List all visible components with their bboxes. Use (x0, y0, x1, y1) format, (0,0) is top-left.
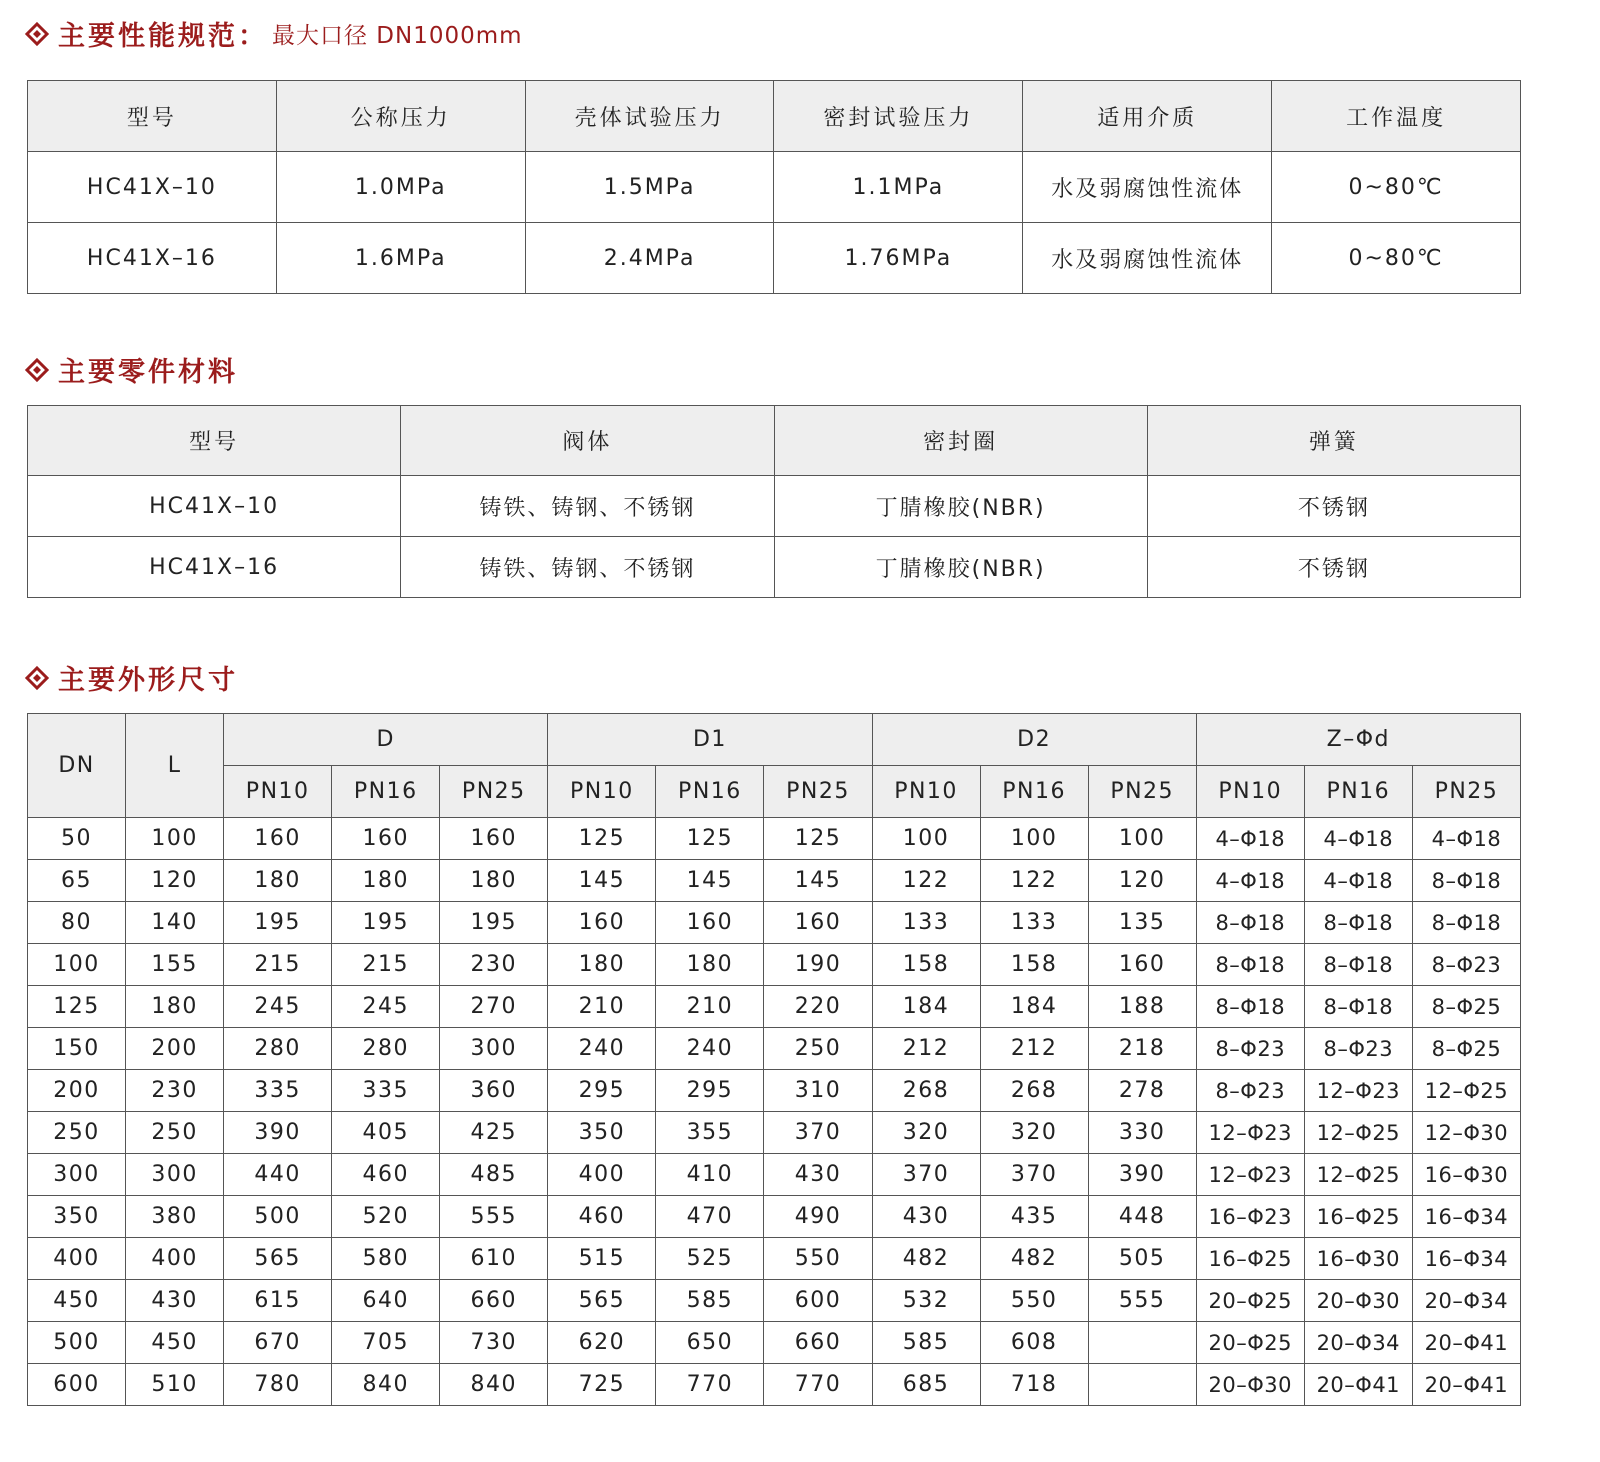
l-cell: 400 (126, 1238, 224, 1280)
d2-group-header: D2 (872, 714, 1196, 766)
l-cell: 450 (126, 1322, 224, 1364)
d-pn25-cell: 300 (440, 1028, 548, 1070)
nominal-pressure-cell: 1.0MPa (276, 152, 525, 223)
d1-pn25-cell: 220 (764, 986, 872, 1028)
d1-pn25-cell: 190 (764, 944, 872, 986)
l-cell: 230 (126, 1070, 224, 1112)
l-cell: 430 (126, 1280, 224, 1322)
performance-title: 主要性能规范： (58, 21, 268, 52)
d-pn16-cell: 580 (332, 1238, 440, 1280)
d-pn10-cell: 215 (224, 944, 332, 986)
d2-pn16-cell: 435 (980, 1196, 1088, 1238)
d1-pn16-cell: 650 (656, 1322, 764, 1364)
d2-pn25-cell: 390 (1088, 1154, 1196, 1196)
table-row (28, 1322, 1521, 1364)
d1-pn25-cell: 160 (764, 902, 872, 944)
table-row (28, 152, 1521, 223)
materials-title: 主要零件材料 (58, 357, 238, 388)
d-pn16-cell: 840 (332, 1364, 440, 1406)
medium-cell: 水及弱腐蚀性流体 (1023, 152, 1272, 223)
zd-pn16-cell: 16–Φ25 (1304, 1196, 1412, 1238)
dn-cell: 150 (28, 1028, 126, 1070)
d2-pn25-cell (1088, 1364, 1196, 1406)
zd-pn10-cell: 8–Φ18 (1196, 902, 1304, 944)
zd-pn25-cell: 16–Φ34 (1412, 1238, 1520, 1280)
d1-pn16-cell: 125 (656, 818, 764, 860)
d1-pn10-cell: 125 (548, 818, 656, 860)
d2-pn16-cell: 100 (980, 818, 1088, 860)
d2-pn16-cell: 320 (980, 1112, 1088, 1154)
d-pn25-cell: 180 (440, 860, 548, 902)
table-header-row (28, 81, 1521, 152)
d2-pn10-cell: 430 (872, 1196, 980, 1238)
table-row (28, 1070, 1521, 1112)
d1-pn25-cell: 660 (764, 1322, 872, 1364)
d1-pn25-cell: 145 (764, 860, 872, 902)
d-pn25-cell: 840 (440, 1364, 548, 1406)
d1-pn25-cell: 250 (764, 1028, 872, 1070)
d-pn10-cell: 780 (224, 1364, 332, 1406)
spring-cell: 不锈钢 (1147, 476, 1520, 537)
model-cell: HC41X–16 (28, 223, 277, 294)
d-pn16-cell: 460 (332, 1154, 440, 1196)
d1-pn10-cell: 210 (548, 986, 656, 1028)
seal-test-pressure-cell: 1.1MPa (774, 152, 1023, 223)
table-header-row (28, 714, 1521, 766)
d-pn25-cell: 485 (440, 1154, 548, 1196)
d2-pn25-cell: 188 (1088, 986, 1196, 1028)
d2-pn16-cell: 158 (980, 944, 1088, 986)
valve-body-cell: 铸铁、铸钢、不锈钢 (401, 476, 774, 537)
zd-pn10-cell: 8–Φ18 (1196, 944, 1304, 986)
zd-pn10-cell: 4–Φ18 (1196, 860, 1304, 902)
l-cell: 140 (126, 902, 224, 944)
d2-pn10-cell: 212 (872, 1028, 980, 1070)
d2-pn10-cell: 685 (872, 1364, 980, 1406)
d2-pn25-cell: 120 (1088, 860, 1196, 902)
d2-pn10-cell: 268 (872, 1070, 980, 1112)
d2-pn10-cell: 158 (872, 944, 980, 986)
spring-cell: 不锈钢 (1147, 537, 1520, 598)
d-pn16-cell: 245 (332, 986, 440, 1028)
zd-pn10-cell: 8–Φ23 (1196, 1070, 1304, 1112)
d1-pn16-cell: 295 (656, 1070, 764, 1112)
d-pn25-cell: 660 (440, 1280, 548, 1322)
d2-pn10-cell: 532 (872, 1280, 980, 1322)
table-subheader-row (28, 766, 1521, 818)
dn-cell: 400 (28, 1238, 126, 1280)
temperature-cell: 0~80℃ (1272, 152, 1521, 223)
d-pn10-cell: 390 (224, 1112, 332, 1154)
diamond-bullet-icon (24, 21, 50, 47)
d2-pn16-cell: 370 (980, 1154, 1088, 1196)
pn-subheader: PN16 (656, 766, 764, 818)
d2-pn16-cell: 550 (980, 1280, 1088, 1322)
table-row (28, 476, 1521, 537)
zd-pn10-cell: 20–Φ25 (1196, 1280, 1304, 1322)
table-row (28, 223, 1521, 294)
table-row (28, 818, 1521, 860)
d-pn25-cell: 555 (440, 1196, 548, 1238)
l-cell: 120 (126, 860, 224, 902)
diamond-bullet-icon (24, 665, 50, 691)
d1-pn16-cell: 240 (656, 1028, 764, 1070)
dn-cell: 500 (28, 1322, 126, 1364)
model-cell: HC41X–10 (28, 152, 277, 223)
dn-cell: 250 (28, 1112, 126, 1154)
zd-pn16-cell: 20–Φ30 (1304, 1280, 1412, 1322)
d-pn16-cell: 280 (332, 1028, 440, 1070)
d1-pn10-cell: 725 (548, 1364, 656, 1406)
l-header: L (126, 714, 224, 818)
d1-pn16-cell: 525 (656, 1238, 764, 1280)
temperature-cell: 0~80℃ (1272, 223, 1521, 294)
seal-ring-cell: 丁腈橡胶(NBR) (774, 537, 1147, 598)
diamond-bullet-icon (24, 357, 50, 383)
dn-header: DN (28, 714, 126, 818)
d-pn16-cell: 160 (332, 818, 440, 860)
zd-pn25-cell: 4–Φ18 (1412, 818, 1520, 860)
d1-pn10-cell: 240 (548, 1028, 656, 1070)
d1-pn16-cell: 355 (656, 1112, 764, 1154)
d-pn16-cell: 335 (332, 1070, 440, 1112)
zd-pn10-cell: 8–Φ23 (1196, 1028, 1304, 1070)
d-pn10-cell: 565 (224, 1238, 332, 1280)
zd-pn16-cell: 12–Φ23 (1304, 1070, 1412, 1112)
d1-pn25-cell: 430 (764, 1154, 872, 1196)
zd-pn16-cell: 12–Φ25 (1304, 1154, 1412, 1196)
table-row (28, 1196, 1521, 1238)
d2-pn25-cell: 160 (1088, 944, 1196, 986)
dn-cell: 65 (28, 860, 126, 902)
d2-pn10-cell: 370 (872, 1154, 980, 1196)
zd-pn16-cell: 16–Φ30 (1304, 1238, 1412, 1280)
d-pn16-cell: 520 (332, 1196, 440, 1238)
d1-pn25-cell: 600 (764, 1280, 872, 1322)
seal-test-pressure-cell: 1.76MPa (774, 223, 1023, 294)
dn-cell: 600 (28, 1364, 126, 1406)
zd-pn16-cell: 4–Φ18 (1304, 818, 1412, 860)
d-pn16-cell: 180 (332, 860, 440, 902)
d2-pn10-cell: 320 (872, 1112, 980, 1154)
dimensions-title: 主要外形尺寸 (58, 665, 238, 696)
zd-pn10-cell: 20–Φ25 (1196, 1322, 1304, 1364)
d1-pn16-cell: 210 (656, 986, 764, 1028)
dn-cell: 450 (28, 1280, 126, 1322)
d1-pn16-cell: 470 (656, 1196, 764, 1238)
pn-subheader: PN10 (224, 766, 332, 818)
header-cell: 密封圈 (774, 406, 1147, 476)
l-cell: 510 (126, 1364, 224, 1406)
zd-pn10-cell: 12–Φ23 (1196, 1154, 1304, 1196)
shell-test-pressure-cell: 1.5MPa (525, 152, 774, 223)
header-cell: 工作温度 (1272, 81, 1521, 152)
zd-pn10-cell: 8–Φ18 (1196, 986, 1304, 1028)
table-row (28, 1112, 1521, 1154)
d1-pn10-cell: 160 (548, 902, 656, 944)
d2-pn10-cell: 482 (872, 1238, 980, 1280)
pn-subheader: PN16 (1304, 766, 1412, 818)
seal-ring-cell: 丁腈橡胶(NBR) (774, 476, 1147, 537)
d2-pn25-cell: 448 (1088, 1196, 1196, 1238)
d-pn10-cell: 500 (224, 1196, 332, 1238)
d1-pn10-cell: 460 (548, 1196, 656, 1238)
d1-pn10-cell: 295 (548, 1070, 656, 1112)
table-row (28, 986, 1521, 1028)
d2-pn16-cell: 268 (980, 1070, 1088, 1112)
d1-pn10-cell: 145 (548, 860, 656, 902)
zd-pn25-cell: 16–Φ34 (1412, 1196, 1520, 1238)
d2-pn16-cell: 184 (980, 986, 1088, 1028)
dn-cell: 100 (28, 944, 126, 986)
zd-pn16-cell: 8–Φ18 (1304, 986, 1412, 1028)
zd-pn16-cell: 8–Φ18 (1304, 944, 1412, 986)
materials-section-title (24, 350, 238, 389)
d2-pn25-cell: 278 (1088, 1070, 1196, 1112)
header-cell: 型号 (28, 81, 277, 152)
performance-table (27, 80, 1521, 294)
d1-group-header: D1 (548, 714, 872, 766)
dn-cell: 50 (28, 818, 126, 860)
table-row (28, 1154, 1521, 1196)
d1-pn25-cell: 370 (764, 1112, 872, 1154)
d-pn25-cell: 730 (440, 1322, 548, 1364)
d1-pn10-cell: 350 (548, 1112, 656, 1154)
d-pn10-cell: 195 (224, 902, 332, 944)
pn-subheader: PN10 (872, 766, 980, 818)
d-pn10-cell: 280 (224, 1028, 332, 1070)
dn-cell: 80 (28, 902, 126, 944)
performance-subtitle: 最大口径 DN1000mm (272, 23, 523, 49)
dimensions-table-body (28, 818, 1521, 1406)
zd-pn16-cell: 4–Φ18 (1304, 860, 1412, 902)
materials-table (27, 405, 1521, 598)
d2-pn16-cell: 212 (980, 1028, 1088, 1070)
d-pn10-cell: 335 (224, 1070, 332, 1112)
pn-subheader: PN10 (1196, 766, 1304, 818)
zd-pn25-cell: 20–Φ41 (1412, 1364, 1520, 1406)
header-cell: 弹簧 (1147, 406, 1520, 476)
medium-cell: 水及弱腐蚀性流体 (1023, 223, 1272, 294)
pn-subheader: PN25 (1088, 766, 1196, 818)
zd-pn16-cell: 8–Φ18 (1304, 902, 1412, 944)
d2-pn25-cell: 100 (1088, 818, 1196, 860)
d-pn25-cell: 610 (440, 1238, 548, 1280)
dimensions-section-title (24, 658, 238, 697)
d-pn16-cell: 215 (332, 944, 440, 986)
zd-pn25-cell: 12–Φ30 (1412, 1112, 1520, 1154)
d-pn25-cell: 360 (440, 1070, 548, 1112)
d2-pn10-cell: 133 (872, 902, 980, 944)
zd-pn10-cell: 16–Φ25 (1196, 1238, 1304, 1280)
zd-pn10-cell: 4–Φ18 (1196, 818, 1304, 860)
l-cell: 180 (126, 986, 224, 1028)
d1-pn10-cell: 565 (548, 1280, 656, 1322)
d-pn16-cell: 405 (332, 1112, 440, 1154)
d2-pn10-cell: 122 (872, 860, 980, 902)
model-cell: HC41X–16 (28, 537, 401, 598)
d2-pn10-cell: 585 (872, 1322, 980, 1364)
d-pn25-cell: 230 (440, 944, 548, 986)
d1-pn10-cell: 400 (548, 1154, 656, 1196)
pn-subheader: PN25 (440, 766, 548, 818)
zd-pn25-cell: 20–Φ34 (1412, 1280, 1520, 1322)
d1-pn10-cell: 620 (548, 1322, 656, 1364)
header-cell: 阀体 (401, 406, 774, 476)
d2-pn25-cell (1088, 1322, 1196, 1364)
d1-pn10-cell: 180 (548, 944, 656, 986)
d2-pn25-cell: 330 (1088, 1112, 1196, 1154)
d2-pn25-cell: 555 (1088, 1280, 1196, 1322)
model-cell: HC41X–10 (28, 476, 401, 537)
d-group-header: D (224, 714, 548, 766)
pn-subheader: PN25 (1412, 766, 1520, 818)
zd-pn25-cell: 8–Φ25 (1412, 1028, 1520, 1070)
d-pn25-cell: 425 (440, 1112, 548, 1154)
header-cell: 公称压力 (276, 81, 525, 152)
d-pn10-cell: 440 (224, 1154, 332, 1196)
d1-pn25-cell: 770 (764, 1364, 872, 1406)
d-pn16-cell: 705 (332, 1322, 440, 1364)
d-pn16-cell: 640 (332, 1280, 440, 1322)
l-cell: 380 (126, 1196, 224, 1238)
zd-pn16-cell: 20–Φ41 (1304, 1364, 1412, 1406)
shell-test-pressure-cell: 2.4MPa (525, 223, 774, 294)
l-cell: 250 (126, 1112, 224, 1154)
zd-pn16-cell: 8–Φ23 (1304, 1028, 1412, 1070)
d-pn10-cell: 180 (224, 860, 332, 902)
header-cell: 适用介质 (1023, 81, 1272, 152)
d1-pn16-cell: 145 (656, 860, 764, 902)
dn-cell: 300 (28, 1154, 126, 1196)
d2-pn16-cell: 608 (980, 1322, 1088, 1364)
d2-pn16-cell: 133 (980, 902, 1088, 944)
d2-pn10-cell: 184 (872, 986, 980, 1028)
z-phi-d-group-header: Z–Φd (1196, 714, 1520, 766)
dn-cell: 350 (28, 1196, 126, 1238)
dimensions-table (27, 713, 1521, 1406)
d1-pn16-cell: 180 (656, 944, 764, 986)
table-row (28, 1238, 1521, 1280)
l-cell: 200 (126, 1028, 224, 1070)
d2-pn10-cell: 100 (872, 818, 980, 860)
d2-pn25-cell: 505 (1088, 1238, 1196, 1280)
header-cell: 密封试验压力 (774, 81, 1023, 152)
pn-subheader: PN25 (764, 766, 872, 818)
d2-pn25-cell: 135 (1088, 902, 1196, 944)
l-cell: 155 (126, 944, 224, 986)
dn-cell: 200 (28, 1070, 126, 1112)
d1-pn16-cell: 770 (656, 1364, 764, 1406)
table-row (28, 902, 1521, 944)
d1-pn25-cell: 125 (764, 818, 872, 860)
d1-pn16-cell: 410 (656, 1154, 764, 1196)
d-pn25-cell: 270 (440, 986, 548, 1028)
d2-pn25-cell: 218 (1088, 1028, 1196, 1070)
d-pn16-cell: 195 (332, 902, 440, 944)
table-row (28, 537, 1521, 598)
pn-subheader: PN10 (548, 766, 656, 818)
zd-pn10-cell: 12–Φ23 (1196, 1112, 1304, 1154)
table-row (28, 860, 1521, 902)
zd-pn25-cell: 12–Φ25 (1412, 1070, 1520, 1112)
zd-pn25-cell: 8–Φ18 (1412, 860, 1520, 902)
table-row (28, 1280, 1521, 1322)
zd-pn25-cell: 8–Φ23 (1412, 944, 1520, 986)
d1-pn25-cell: 310 (764, 1070, 872, 1112)
d-pn25-cell: 160 (440, 818, 548, 860)
l-cell: 300 (126, 1154, 224, 1196)
pn-subheader: PN16 (332, 766, 440, 818)
table-row (28, 944, 1521, 986)
performance-section-title (24, 14, 523, 53)
d1-pn16-cell: 585 (656, 1280, 764, 1322)
d1-pn25-cell: 490 (764, 1196, 872, 1238)
table-header-row (28, 406, 1521, 476)
dn-cell: 125 (28, 986, 126, 1028)
zd-pn25-cell: 16–Φ30 (1412, 1154, 1520, 1196)
zd-pn16-cell: 12–Φ25 (1304, 1112, 1412, 1154)
d2-pn16-cell: 122 (980, 860, 1088, 902)
d1-pn10-cell: 515 (548, 1238, 656, 1280)
d2-pn16-cell: 718 (980, 1364, 1088, 1406)
header-cell: 壳体试验压力 (525, 81, 774, 152)
zd-pn10-cell: 20–Φ30 (1196, 1364, 1304, 1406)
table-row (28, 1364, 1521, 1406)
d-pn25-cell: 195 (440, 902, 548, 944)
valve-body-cell: 铸铁、铸钢、不锈钢 (401, 537, 774, 598)
l-cell: 100 (126, 818, 224, 860)
pn-subheader: PN16 (980, 766, 1088, 818)
zd-pn25-cell: 8–Φ25 (1412, 986, 1520, 1028)
d-pn10-cell: 670 (224, 1322, 332, 1364)
nominal-pressure-cell: 1.6MPa (276, 223, 525, 294)
zd-pn25-cell: 8–Φ18 (1412, 902, 1520, 944)
d-pn10-cell: 160 (224, 818, 332, 860)
d2-pn16-cell: 482 (980, 1238, 1088, 1280)
zd-pn10-cell: 16–Φ23 (1196, 1196, 1304, 1238)
table-row (28, 1028, 1521, 1070)
header-cell: 型号 (28, 406, 401, 476)
zd-pn25-cell: 20–Φ41 (1412, 1322, 1520, 1364)
d-pn10-cell: 245 (224, 986, 332, 1028)
zd-pn16-cell: 20–Φ34 (1304, 1322, 1412, 1364)
d1-pn16-cell: 160 (656, 902, 764, 944)
d1-pn25-cell: 550 (764, 1238, 872, 1280)
d-pn10-cell: 615 (224, 1280, 332, 1322)
